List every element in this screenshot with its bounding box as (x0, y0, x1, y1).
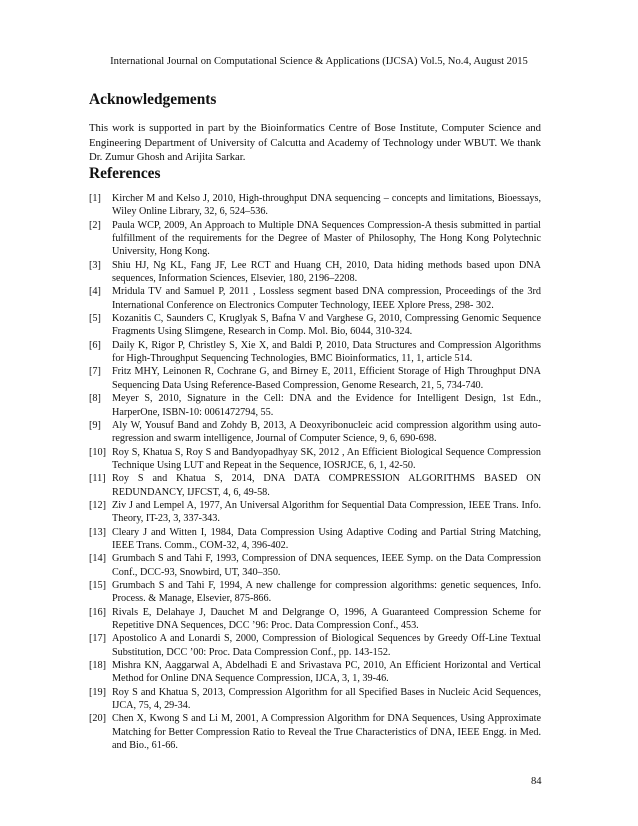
reference-number: [20] (89, 713, 106, 725)
reference-text: Cleary J and Witten I, 1984, Data Compression Using Adaptive Coding and Partial String Matching, IEEE Trans. Comm., COM-32, 4, 396-402. (112, 526, 541, 551)
references-heading: References (89, 165, 161, 182)
reference-item (89, 285, 541, 312)
reference-number: [3] (89, 259, 101, 271)
reference-item (89, 365, 541, 392)
page-number: 84 (531, 776, 542, 787)
reference-text: Daily K, Rigor P, Christley S, Xie X, and Baldi P, 2010, Data Structures and Compression Algorithms for High-Throughput Sequencing Technologies, BMC Bioinformatics, 11, 1, article 514. (112, 339, 541, 365)
reference-text: Chen X, Kwong S and Li M, 2001, A Compression Algorithm for DNA Sequences, Using Approximate Matching for Better Compression Ratio to Reveal the True Characteristics of DNA, IEEE Engg. in Med. and Bio., 61-66. (112, 713, 541, 752)
reference-item (89, 632, 541, 659)
running-head: International Journal on Computational Science & Applications (IJCSA) Vol.5, No.4, August 2015 (110, 56, 528, 67)
reference-number: [17] (89, 633, 106, 645)
reference-item (89, 339, 541, 366)
reference-number: [4] (89, 286, 101, 298)
reference-item (89, 472, 541, 499)
reference-item (89, 419, 541, 446)
reference-number: [15] (89, 579, 106, 591)
reference-number: [8] (89, 393, 101, 405)
reference-item (89, 686, 541, 713)
reference-item (89, 526, 541, 553)
reference-number: [10] (89, 446, 106, 458)
reference-text: Roy S, Khatua S, Roy S and Bandyopadhyay SK, 2012 , An Efficient Biological Sequence Compression Technique Using LUT and Repeat in the Sequence, IOSRJCE, 6, 1, 42-50. (112, 446, 541, 471)
acknowledgements-paragraph: This work is supported in part by the Bioinformatics Centre of Bose Institute, Computer Science and Engineering Department of University of Calcutta and Academy of Technology under WBUT. We thank Dr. Zumur Ghosh and Arijita Sarkar. (89, 122, 541, 164)
reference-item (89, 659, 541, 686)
reference-item (89, 499, 541, 526)
reference-number: [7] (89, 366, 101, 378)
reference-item (89, 192, 541, 219)
reference-number: [13] (89, 526, 106, 538)
reference-number: [5] (89, 313, 101, 325)
reference-item (89, 219, 541, 259)
reference-number: [6] (89, 339, 101, 351)
reference-text: Shiu HJ, Ng KL, Fang JF, Lee RCT and Huang CH, 2010, Data hiding methods based upon DNA sequences, Information Sciences, Elsevier, 180, 2196–2208. (112, 259, 541, 285)
reference-number: [18] (89, 660, 106, 672)
reference-text: Grumbach S and Tahi F, 1994, A new challenge for compression algorithms: genetic sequences, Info. Process. & Manage, Elsevier, 875-866. (112, 579, 541, 605)
reference-text: Roy S and Khatua S, 2013, Compression Algorithm for all Specified Bases in Nucleic Acid Sequences, IJCA, 75, 4, 29-34. (112, 686, 541, 712)
reference-text: Rivals E, Delahaye J, Dauchet M and Delgrange O, 1996, A Guaranteed Compression Scheme for Repetitive DNA Sequences, DCC ’96: Proc. Data Compression Conf., 453. (112, 606, 541, 631)
reference-item (89, 579, 541, 606)
reference-text: Kozanitis C, Saunders C, Kruglyak S, Bafna V and Varghese G, 2010, Compressing Genomic Sequence Fragments Using Slimgene, Research in Comp. Mol. Bio, 6044, 310-324. (112, 313, 541, 338)
reference-item (89, 552, 541, 579)
reference-number: [9] (89, 419, 101, 431)
reference-number: [16] (89, 606, 106, 618)
reference-item (89, 312, 541, 339)
reference-number: [12] (89, 499, 106, 511)
reference-item (89, 446, 541, 473)
reference-item (89, 259, 541, 286)
reference-number: [11] (89, 473, 106, 485)
reference-text: Kircher M and Kelso J, 2010, High-throughput DNA sequencing – concepts and limitations, Bioessays, Wiley Online Library, 32, 6, 524–536. (112, 193, 541, 218)
reference-text: Aly W, Yousuf Band and Zohdy B, 2013, A Deoxyribonucleic acid compression algorithm using auto-regression and swarm intelligence, Journal of Computer Science, 9, 6, 690-698. (112, 419, 541, 445)
reference-number: [14] (89, 553, 106, 565)
reference-number: [2] (89, 219, 101, 231)
acknowledgements-heading: Acknowledgements (89, 91, 217, 108)
reference-text: Ziv J and Lempel A, 1977, An Universal Algorithm for Sequential Data Compression, IEEE Trans. Info. Theory, IT-23, 3, 337-343. (112, 499, 541, 525)
reference-text: Fritz MHY, Leinonen R, Cochrane G, and Birney E, 2011, Efficient Storage of High Throughput DNA Sequencing Data Using Reference-Based Compression, Genome Research, 21, 5, 734-740. (112, 366, 541, 391)
reference-text: Paula WCP, 2009, An Approach to Multiple DNA Sequences Compression-A thesis submitted in partial fulfillment of the requirements for the Degree of Master of Philosophy, The Hong Kong Polytechnic University, Hong Kong. (112, 219, 541, 258)
reference-list (89, 192, 541, 752)
reference-text: Mishra KN, Aaggarwal A, Abdelhadi E and Srivastava PC, 2010, An Efficient Horizontal and Vertical Method for Online DNA Sequence Compression, IJCA, 3, 1, 39-46. (112, 660, 541, 685)
reference-text: Meyer S, 2010, Signature in the Cell: DNA and the Evidence for Intelligent Design, 1st Edn., HarperOne, ISBN-10: 0061472794, 55. (112, 393, 541, 418)
reference-number: [19] (89, 686, 106, 698)
reference-text: Roy S and Khatua S, 2014, DNA DATA COMPRESSION ALGORITHMS BASED ON REDUNDANCY, IJFCST, 4, 6, 49-58. (112, 473, 541, 498)
reference-text: Apostolico A and Lonardi S, 2000, Compression of Biological Sequences by Greedy Off-Line Textual Substitution, DCC ’00: Proc. Data Compression Conf., pp. 143-152. (112, 633, 541, 658)
reference-item (89, 712, 541, 752)
reference-item (89, 606, 541, 633)
reference-item (89, 392, 541, 419)
reference-number: [1] (89, 193, 101, 204)
reference-text: Grumbach S and Tahi F, 1993, Compression of DNA sequences, IEEE Symp. on the Data Compression Conf., DCC-93, Snowbird, UT, 340–350. (112, 553, 541, 578)
reference-text: Mridula TV and Samuel P, 2011 , Lossless segment based DNA compression, Proceedings of the 3rd International Conference on Electronics Computer Technology, IEEE Xplore Press, 298- 302. (112, 286, 541, 311)
